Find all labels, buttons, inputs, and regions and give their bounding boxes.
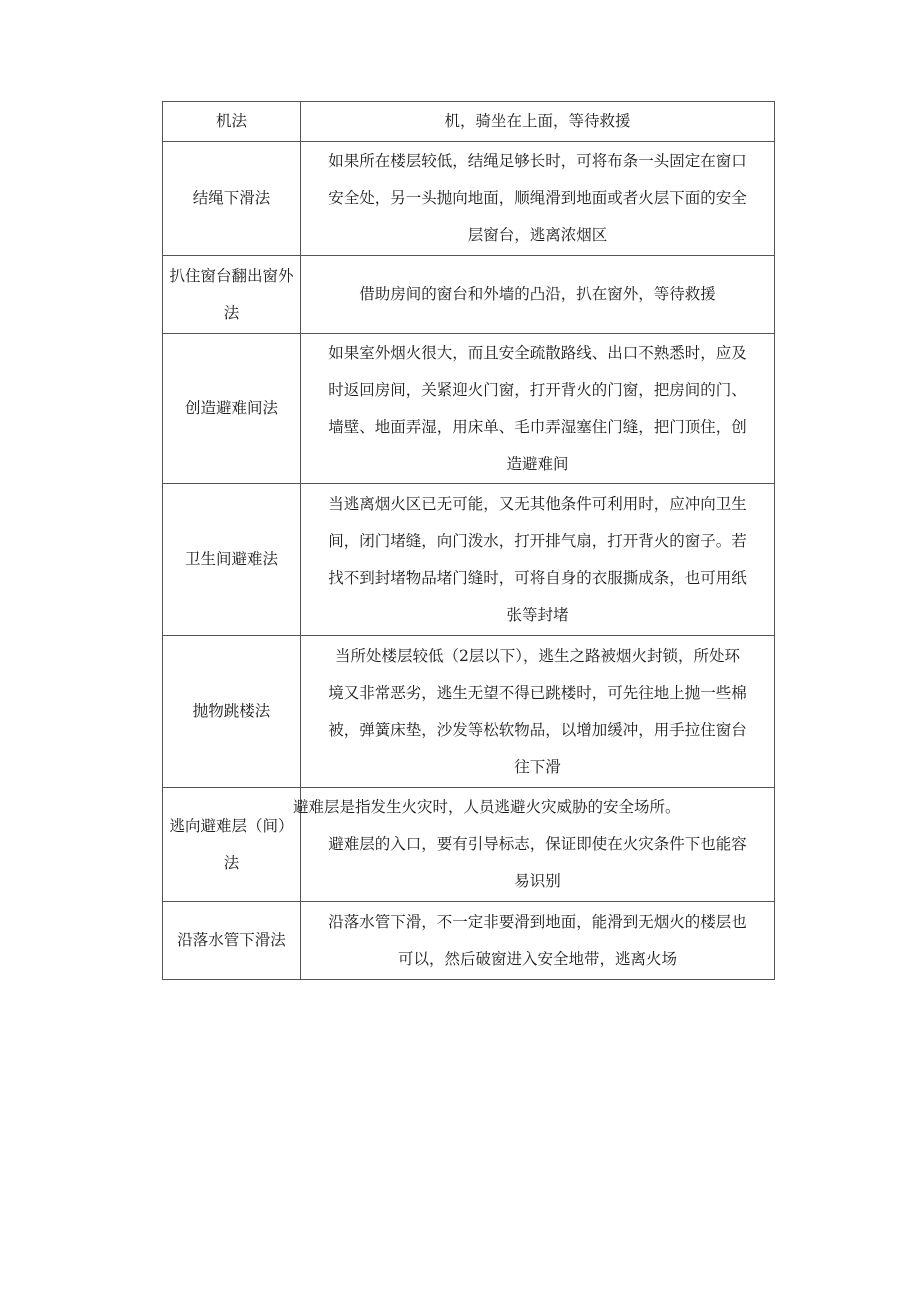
description-line: 层窗台，逃离浓烟区: [467, 226, 608, 244]
method-name: 沿落水管下滑法: [163, 902, 301, 980]
table-row: [163, 142, 775, 256]
description-line: 当逃离烟火区已无可能，又无其他条件可利用时，应冲向卫生: [328, 494, 747, 513]
method-description: [301, 334, 775, 484]
description-line: 可以，然后破窗进入安全地带，逃离火场: [397, 949, 677, 968]
method-name: 扒住窗台翻出窗外法: [163, 256, 301, 334]
description-line: 避难层的入口，要有引导标志，保证即使在火灾条件下也能容: [328, 835, 747, 853]
table-row: [163, 102, 775, 142]
table-row: [163, 484, 775, 636]
method-description: [301, 484, 775, 636]
method-description: [293, 788, 775, 902]
method-name: 抛物跳楼法: [163, 636, 301, 788]
description-line: 避难层是指发生火灾时，人员逃避火灾威胁的安全场所。: [293, 798, 681, 816]
method-name: 逃向避难层（间）法: [163, 788, 301, 902]
description-line: 间，闭门堵缝，向门泼水，打开排气扇，打开背火的窗子。若: [328, 531, 747, 550]
description-line: 借助房间的窗台和外墙的凸沿，扒在窗外，等待救援: [359, 285, 716, 303]
description-line: 如果所在楼层较低，结绳足够长时，可将布条一头固定在窗口: [328, 152, 747, 170]
description-line: 造避难间: [506, 454, 569, 473]
method-description: [301, 102, 775, 142]
description-line: 被，弹簧床垫，沙发等松软物品，以增加缓冲，用手拉住窗台: [328, 720, 747, 739]
table-row: [163, 334, 775, 484]
table-row: [163, 636, 775, 788]
description-line: 易识别: [514, 872, 561, 890]
description-line: 如果室外烟火很大，而且安全疏散路线、出口不熟悉时，应及: [328, 343, 747, 362]
description-line: 安全处，另一头抛向地面，顺绳滑到地面或者火层下面的安全: [328, 189, 747, 207]
method-name: 创造避难间法: [163, 334, 301, 484]
description-line: 张等封堵: [506, 605, 569, 624]
description-line: 沿落水管下滑，不一定非要滑到地面，能滑到无烟火的楼层也: [328, 912, 747, 931]
method-name: 结绳下滑法: [163, 142, 301, 256]
method-description: [301, 636, 775, 788]
table-row: [163, 788, 775, 902]
method-description: [301, 142, 775, 256]
description-line: 找不到封堵物品堵门缝时，可将自身的衣服撕成条，也可用纸: [328, 568, 747, 587]
method-name: 卫生间避难法: [163, 484, 301, 636]
table-row: [163, 902, 775, 980]
description-line: 机，骑坐在上面，等待救援: [444, 112, 631, 130]
description-line: 当所处楼层较低（2层以下），逃生之路被烟火封锁，所处环: [334, 646, 741, 665]
method-description: [301, 902, 775, 980]
description-line: 时返回房间，关紧迎火门窗，打开背火的门窗，把房间的门、: [328, 380, 747, 399]
description-line: 墙壁、地面弄湿，用床单、毛巾弄湿塞住门缝，把门顶住，创: [328, 417, 747, 436]
table-row: [163, 256, 775, 334]
method-description: [301, 256, 775, 334]
description-line: 境又非常恶劣，逃生无望不得已跳楼时，可先往地上抛一些棉: [328, 683, 747, 702]
description-line: 往下滑: [514, 757, 561, 776]
method-name: 机法: [163, 102, 301, 142]
escape-methods-table: [162, 101, 775, 980]
